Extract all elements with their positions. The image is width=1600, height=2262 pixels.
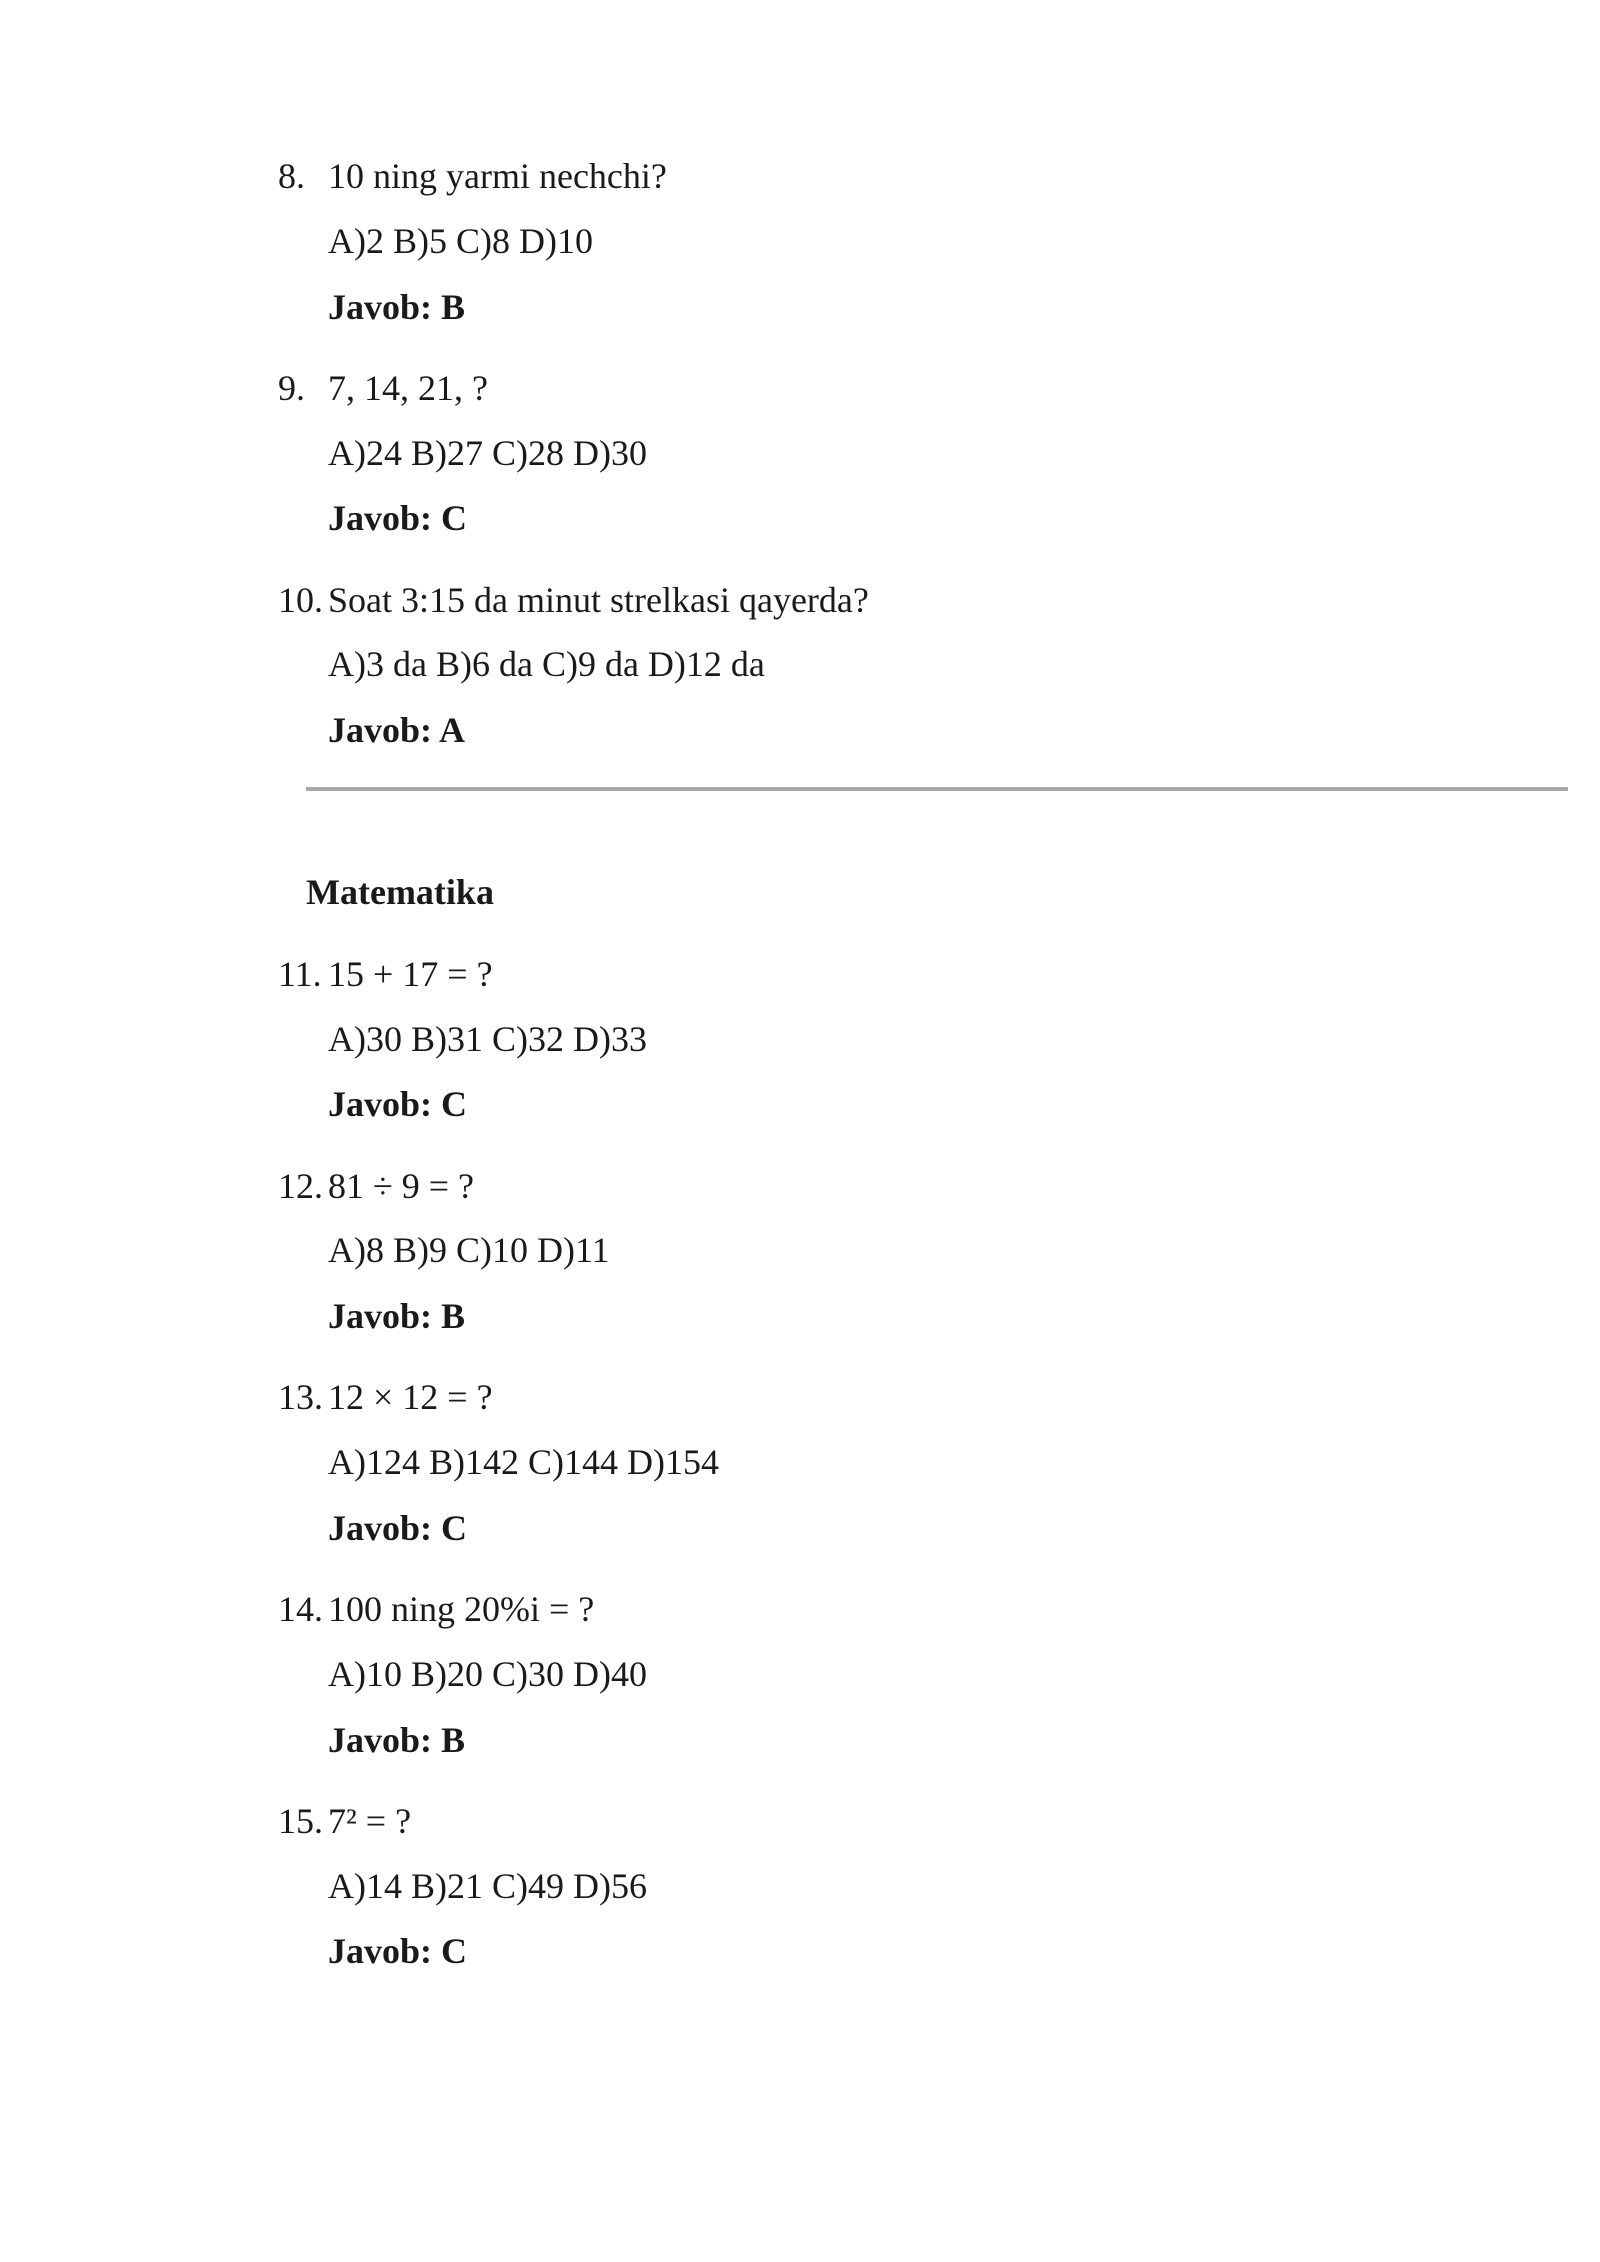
question-text: 10 ning yarmi nechchi? [328,156,667,196]
question-number: 11. [278,954,322,994]
question-number: 9. [278,368,305,408]
answer-options: A)8 B)9 C)10 D)11 [328,1230,610,1270]
correct-answer: Javob: C [328,1084,468,1124]
question-number: 15. [278,1801,323,1841]
question-text: 7, 14, 21, ? [328,368,488,408]
correct-answer: Javob: B [328,287,466,327]
correct-answer: Javob: A [328,710,466,750]
answer-options: A)14 B)21 C)49 D)56 [328,1866,647,1906]
correct-answer: Javob: B [328,1296,466,1336]
question-number: 13. [278,1377,323,1417]
answer-options: A)30 B)31 C)32 D)33 [328,1019,647,1059]
answer-options: A)10 B)20 C)30 D)40 [328,1654,647,1694]
question-number: 12. [278,1166,323,1206]
question-number: 14. [278,1589,323,1629]
answer-options: A)3 da B)6 da C)9 da D)12 da [328,644,765,684]
question-text: Soat 3:15 da minut strelkasi qayerda? [328,580,869,620]
correct-answer: Javob: C [328,498,468,538]
question-text: 15 + 17 = ? [328,954,493,994]
question-text: 81 ÷ 9 = ? [328,1166,475,1206]
section-heading: Matematika [306,872,494,912]
answer-options: A)2 B)5 C)8 D)10 [328,221,593,261]
horizontal-divider [306,787,1568,791]
correct-answer: Javob: C [328,1508,468,1548]
answer-options: A)124 B)142 C)144 D)154 [328,1442,719,1482]
question-text: 7² = ? [328,1801,412,1841]
answer-options: A)24 B)27 C)28 D)30 [328,433,647,473]
question-text: 100 ning 20%i = ? [328,1589,595,1629]
question-number: 10. [278,580,323,620]
correct-answer: Javob: C [328,1931,468,1971]
correct-answer: Javob: B [328,1720,466,1760]
question-text: 12 × 12 = ? [328,1377,493,1417]
question-number: 8. [278,156,305,196]
